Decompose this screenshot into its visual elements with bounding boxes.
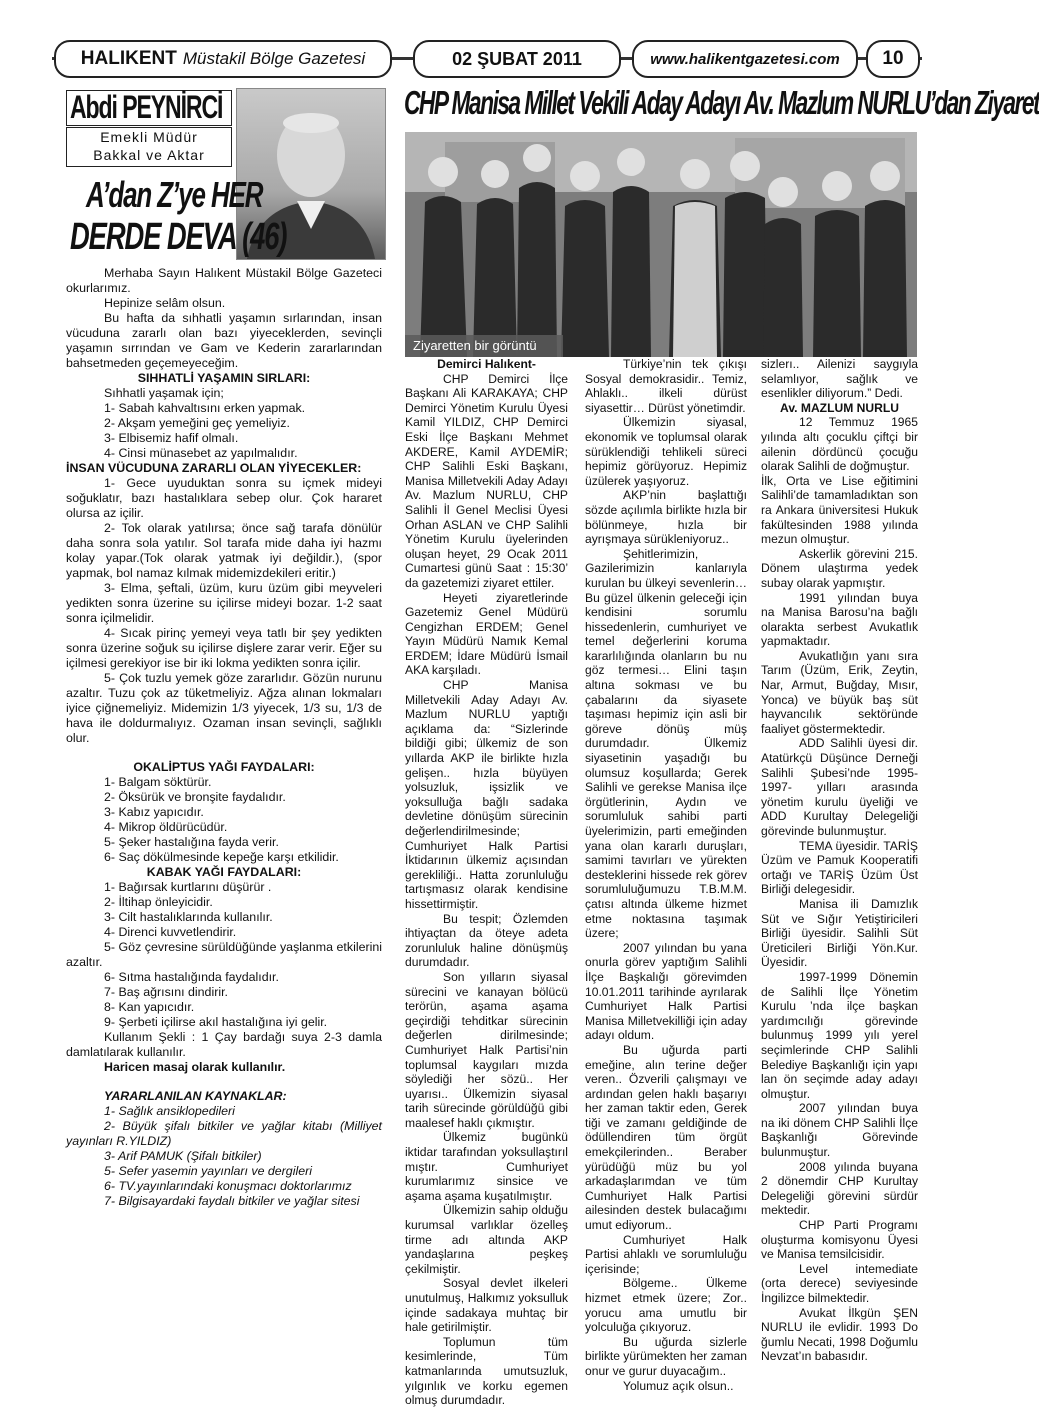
author-name-box [66, 90, 232, 126]
paper-name-pill [54, 40, 392, 78]
paragraph: Ülkemiz bugünkü iktidar tarafından yoksullaştırıl mıştır. Cumhuriyet kurumlarımız sinsice ve aşama aşama kuşatılmıştır. [405, 1130, 568, 1203]
paragraph: Bu uğurda sizlerle birlikte yürümekten her zaman onur ve gurur duyacağım.. [585, 1334, 747, 1378]
paragraph: YARARLANILAN KAYNAKLAR: [104, 1089, 287, 1103]
column-title-2: DERDE DEVA (46) [70, 216, 287, 258]
author-name: Abdi PEYNİRCİ [70, 89, 223, 125]
paragraph: 5- Şeker hastalığına fayda verir. [104, 835, 279, 849]
paper-name: HALIKENT [80, 48, 177, 69]
paragraph: Av. MAZLUM NURLU [780, 400, 899, 415]
paragraph: 4- Mikrop öldürücüdür. [104, 820, 228, 834]
paragraph: 1- Gece uyuduktan sonra su içmek mideyi soğuklatır, bazı hastalıklara sebep olur. Çok hararet olursa az içilir. [66, 476, 382, 520]
paragraph: sizlerı.. Ailenizi saygıyla selamlıyor, sağlık ve esenlikler diliyorum.” Dedi. [761, 357, 918, 401]
photo-caption: Ziyaretten bir görüntü [405, 335, 563, 357]
paragraph: 3- Arif PAMUK (Şifalı bitkiler) [104, 1149, 262, 1163]
paragraph: 9- Şerbeti içilirse akıl hastalığına iyi gelir. [104, 1015, 328, 1029]
paragraph: 1997-1999 Dönemin de Salihli İlçe Yönetim Kurulu ’nda ilçe başkan yardımcılığı görevinde bulunmuş 1999 yılı yerel seçimlerinde CHP Salihli Belediye Başkanlığı için yapı lan ön seçimde aday adayı olmuştur. [761, 969, 918, 1101]
paragraph: 7- Baş ağrısını dindirir. [104, 985, 228, 999]
paragraph: Haricen masaj olarak kullanılır. [104, 1060, 286, 1074]
paragraph: TEMA üyesidir. TARİŞ Üzüm ve Pamuk Kooperatifi ortağı ve TARİŞ Üzüm Üst Birliği delegesidir. [761, 838, 918, 897]
paragraph: Level intemediate (orta derece) seviyesinde İngilizce bilmektedir. [761, 1261, 918, 1305]
paragraph: Türkiye’nin tek çıkışı Sosyal demokrasidir.. Temiz, Ahlaklı.. ilkeli dürüst siyasettir… Dürüst yönetimdir. [585, 357, 747, 415]
paragraph: 4- Direnci kuvvetlendirir. [104, 925, 237, 939]
paragraph: Bölgeme.. Ülkeme hizmet etmek üzere; Zor.. yorucu ama umutlu bir yolculuğa çıkıyoruz. [585, 1276, 747, 1335]
paragraph: Sıhhatli yaşamak için; [104, 386, 224, 400]
page-number: 10 [882, 48, 904, 69]
paragraph: 2- Akşam yemeğini geç yemeliyiz. [104, 416, 290, 430]
paragraph [66, 746, 382, 760]
paragraph: 2008 yılında buyana 2 dönemdir CHP Kurultay Delegeliği görevini sürdür mektedir. [761, 1159, 918, 1218]
paragraph: Cumhuriyet Halk Partisi ahlaklı ve sorumluluğu içerisinde; [585, 1232, 747, 1276]
paragraph: 1- Sabah kahvaltısını erken yapmak. [104, 401, 306, 415]
paragraph: Manisa ili Damızlık Süt ve Sığır Yetiştiricileri Birliği üyesidir. Salihli Süt Üreticileri Birliği Yön.Kur. Üyesidir. [761, 896, 918, 970]
paragraph: 2- İltihap önleyicidir. [104, 895, 213, 909]
article-headline: CHP Manisa Millet Vekili Aday Adayı Av. Mazlum NURLU’dan Ziyaret [404, 84, 1039, 121]
paragraph: 2- Büyük şifalı bitkiler ve yağlar kitabı (Milliyet yayınları R.YILDIZ) [66, 1119, 382, 1148]
paragraph: 6- TV.yayınlarındaki konuşmacı doktorlarımız [104, 1179, 352, 1193]
paragraph: 3- Elbisemiz hafif olmalı. [104, 431, 239, 445]
paragraph: 2007 yılından buya na iki dönem CHP Salihli İlçe Başkanlığı Görevinde bulunmuştur. [761, 1101, 918, 1160]
article-column-3 [761, 357, 918, 1364]
paragraph: 3- Cilt hastalıklarında kullanılır. [104, 910, 273, 924]
paragraph: Hepinize selâm olsun. [104, 296, 226, 310]
issue-date: 02 ŞUBAT 2011 [452, 48, 582, 69]
paragraph: ADD Salihli üyesi dir. Atatürkçü Düşünce Derneği Salihli Şubesi’nde 1995-1997- yılları arasında yönetim kurulu üyeliği ve ADD Kurultay Delegeliği görevinde bulunmuştur. [761, 736, 918, 838]
paragraph: Bu uğurda parti emeğine, alın terine değer veren.. Özverili çalışmayı ve ardından gelen haklı başarıyı her zaman taktir eden, Gerek tiği ve zamanı geldiğinde de ödüllendiren tüm örgüt emekçilerinden.. Beraber yürüdüğü müz bu yol arkadaşlarımdan ve tüm Cumhuriyet Halk Partisi ailesinden destek bulacağımı umut ediyorum.. [585, 1042, 747, 1233]
paragraph: 2- Tok olarak yatılırsa; önce sağ tarafa dönülür daha sonra sola yatılır. Sol tarafa mide daha iyi hazmı kolay yapar.(Tok olarak yatmak iyi değildir.), (spor yapmak, bol namaz kılmak midemizdekileri eritir.) [66, 521, 382, 580]
column-title-1: A’dan Z’ye HER [86, 174, 263, 215]
paragraph: AKP’nin başlattığı sözde açılımla birlikte hızla bir bölünmeye, hızla bir ayrışmaya sürükleniyoruz.. [585, 488, 747, 547]
paragraph: 1991 yılından buya na Manisa Barosu’na bağlı olarakta serbest Avukatlık yapmaktadır. [761, 590, 918, 649]
paragraph: 4- Cinsi münasebet az yapılmalıdır. [104, 446, 298, 460]
paragraph: 5- Göz çevresine sürüldüğünde yaşlanma etkilerini azaltır. [66, 940, 382, 969]
paragraph: Merhaba Sayın Halıkent Müstakil Bölge Gazeteci okurlarımız. [66, 266, 382, 295]
article-photo [405, 132, 917, 357]
date-pill [413, 40, 621, 78]
paragraph: Sosyal devlet ilkeleri unutulmuş, Halkımız yoksulluk içinde sadakaya muhtaç bir hale getirilmiştir. [405, 1276, 568, 1335]
author-role-box [66, 127, 232, 167]
paragraph: 8- Kan yapıcıdır. [104, 1000, 195, 1014]
paragraph: 1- Sağlık ansiklopedileri [104, 1104, 235, 1118]
paragraph: Askerlik görevini 215. Dönem ulaştırma yedek subay olarak yapmıştır. [761, 546, 918, 590]
paragraph: Avukatlığın yanı sıra Tarım (Üzüm, Erik, Zeytin, Nar, Armut, Buğday, Mısır, Yonca) ve büyük baş süt hayvancılık sektöründe faaliyet göstermektedir. [761, 648, 918, 736]
paragraph: Avukat İlkgün ŞEN NURLU ile evlidir. 1993 Do ğumlu Necati, 1998 Doğumlu Nevzat’ın babasıdır. [761, 1305, 918, 1364]
paragraph: 5- Çok tuzlu yemek göze zararlıdır. Gözün nurunu azaltır. Tuzu çok az tüketmeliyiz. Ağza alınan lokmaları iyice çiğnemeliyiz. Midemizin 1/3 yiyecek, 1/3 su, 1/3 de hava ile doldurmalıyız. Ozaman insan sevinçli, sağlıklı olur. [66, 671, 382, 745]
paragraph [66, 1075, 382, 1089]
website-pill [632, 40, 858, 78]
paragraph: Bu hafta da sıhhatli yaşamın sırlarından, insan vücuduna zararlı olan bazı yiyeceklerden, sevinçli yaşamın sırrından ve Gam ve Kederin zararlarından bahsetmeden geçemeyeceğim. [66, 311, 382, 370]
paragraph: 5- Sefer yasemin yayınları ve dergileri [104, 1164, 312, 1178]
website-link[interactable]: www.halikentgazetesi.com [650, 50, 840, 68]
paragraph: KABAK YAĞI FAYDALARI: [146, 865, 302, 879]
article-column-1 [405, 357, 568, 1408]
paragraph: CHP Demirci İlçe Başkanı Ali KARAKAYA; CHP Demirci Yönetim Kurulu Üyesi Kamil YILDIZ, CHP Demirci Eski İlçe Başkanı Mehmet AKDERE, Kamil AYDEMİR; CHP Salihli Eski Başkanı, Manisa Milletvekili Aday Adayı Av. Mazlum NURLU, CHP Salihli İl Genel Meclisi Üyesi Orhan ASLAN ve CHP Salihli Yönetim Kurulu üyelerinden oluşan heyet, 29 Ocak 2011 Cumartesi günü Saat : 15:30’ da gazetemizi ziyaret ettiler. [405, 371, 568, 590]
paragraph: Demirci Halıkent- [437, 357, 536, 371]
paragraph: İlk, Orta ve Lise eğitimini Salihli’de tamamladıktan son ra Ankara üniversitesi Hukuk fakültesinden 1988 yılında mezun olmuştur. [761, 473, 918, 547]
paragraph: Heyeti ziyaretlerinde Gazetemiz Genel Müdürü Cengizhan ERDEM; Genel Yayın Müdürü Namık Kemal ERDEM; İdare Müdürü İsmail AKA karşıladı. [405, 590, 568, 678]
paragraph: 4- Sıcak pirinç yemeyi veya tatlı bir şey yedikten sonra üzerine soğuk su içilirse dişlere zarar verir. Eğer su içilmesi gerekiyor ise bir iki lokma yedikten sonra içilir. [66, 626, 382, 670]
paragraph: Ülkemizin siyasal, ekonomik ve toplumsal olarak sürüklendiği tehlikeli süreci hepimiz görüyoruz. Hepimiz üzülerek yaşıyoruz. [585, 415, 747, 488]
paragraph: Kullanım Şekli : 1 Çay bardağı suya 2-3 damla damlatılarak kullanılır. [66, 1030, 382, 1059]
paragraph: Ülkemizin sahip olduğu kurumsal varlıklar özelleş tirme adı altında AKP yandaşlarına peşkeş çekilmiştir. [405, 1203, 568, 1276]
paragraph: OKALİPTUS YAĞI FAYDALARI: [133, 760, 315, 774]
paragraph: 6- Saç dökülmesinde kepeğe karşı etkilidir. [104, 850, 339, 864]
article-column-2 [585, 357, 747, 1393]
page-number-pill [866, 40, 920, 78]
paragraph: 1- Balgam söktürür. [104, 775, 212, 789]
paragraph: SIHHATLİ YAŞAMIN SIRLARI: [137, 371, 311, 385]
author-role-2: Bakkal ve Aktar [93, 147, 205, 163]
paragraph: Toplumun tüm kesimlerinde, Tüm katmanlarında umutsuzluk, yılgınlık ve korku egemen olmuş durumdadır. [405, 1334, 568, 1408]
paragraph: 2007 yılından bu yana onurla görev yaptığım Salihli İlçe Başkalığı görevimden 10.01.2011 tarihinde ayrılarak Cumhuriyet Halk Partisi Manisa Milletvekilliği için aday adayı oldum. [585, 940, 747, 1043]
paper-subtitle: Müstakil Bölge Gazetesi [182, 49, 366, 68]
paragraph: 12 Temmuz 1965 yılında altı çocuklu çiftçi bir ailenin dördüncü çocuğu olarak Salihli de doğmuştur. [761, 415, 918, 474]
paragraph: Şehitlerimizin, Gazilerimizin kanlarıyla kurulan bu ülkeyi sevenlerin… Bu güzel ülkenin geleceği için kendisini sorumlu hissedenlerin, cumhuriyet ve temel değerlerini koruma kararlılığında olanların bu nu göz termesi… Elini taşın altına sokması ve bu çabalarını da siyasete taşıması hepimiz için asli bir göreve dönüş müş durumdadır. Ülkemiz siyasetinin yaşadığı bu olumsuz koşullarda; Gerek Salihli ve gerekse Manisa ilçe örgütlerinin, Aydın ve sorumluluk sahibi parti üyelerimizin, parti emeğinden yana olan kararlı duruşları, samimi tavırları ve yürekten desteklerini hissede rek görev sorumluluğumuzu T.B.M.M. çatısı altında ülkeme hizmet etme noktasına taşımak üzere; [585, 546, 747, 941]
paragraph: 3- Kabız yapıcıdır. [104, 805, 204, 819]
author-role-1: Emekli Müdür [100, 129, 198, 145]
paragraph: 7- Bilgisayardaki faydalı bitkiler ve yağlar sitesi [104, 1194, 360, 1208]
paragraph: Yolumuz açık olsun.. [623, 1378, 734, 1393]
paragraph: 2- Öksürük ve bronşite faydalıdır. [104, 790, 286, 804]
paragraph: 1- Bağırsak kurtlarını düşürür . [104, 880, 272, 894]
column-body [66, 266, 382, 1209]
paragraph: Bu tespit; Özlemden ihtiyaçtan da öteye adeta zorunluluk haline dönüşmüş durumdadır. [405, 911, 568, 970]
paragraph: CHP Manisa Milletvekili Aday Adayı Av. Mazlum NURLU yaptığı açıklama da: “Sizlerinde bildiği gibi; ülkemiz de son yıllarda AKP ile birlikte hızla gelişen.. hızla büyüyen yolsuzluk, işsizlik ve yoksulluğa bağlı sadaka devletine dönüşüm sürecinin değerlendirilmesinde; Cumhuriyet Halk Partisi İktidarının ülkemiz açısından gerekliliği.. Hatta zorunluluğu tartışmasız olarak kendisine hissettirmiştir. [405, 678, 568, 911]
paragraph: CHP Parti Programı oluşturma komisyonu Üyesi ve Manisa temsilcisidir. [761, 1218, 918, 1262]
paragraph: Son yılların siyasal sürecini ve kanayan bölücü terörün, aşama aşama geçirdiği tehditkar sürecinin değerlen dirilmesinde; Cumhuriyet Halk Partisi’nin toplumsal kaygıları mızda söylediği her sözü.. Her uyarısı.. Ülkemizin siyasal tarih sürecinde görüldüğü gibi maalesef haklı çıkmıştır. [405, 969, 568, 1130]
paragraph: 3- Elma, şeftali, üzüm, kuru üzüm gibi meyveleri yedikten sonra üzerine su içilirse mideyi bozar. 1-2 saat sonra içilmelidir. [66, 581, 382, 625]
paragraph: İNSAN VÜCUDUNA ZARARLI OLAN YİYECEKLER: [66, 461, 362, 475]
paragraph: 6- Sıtma hastalığında faydalıdır. [104, 970, 279, 984]
